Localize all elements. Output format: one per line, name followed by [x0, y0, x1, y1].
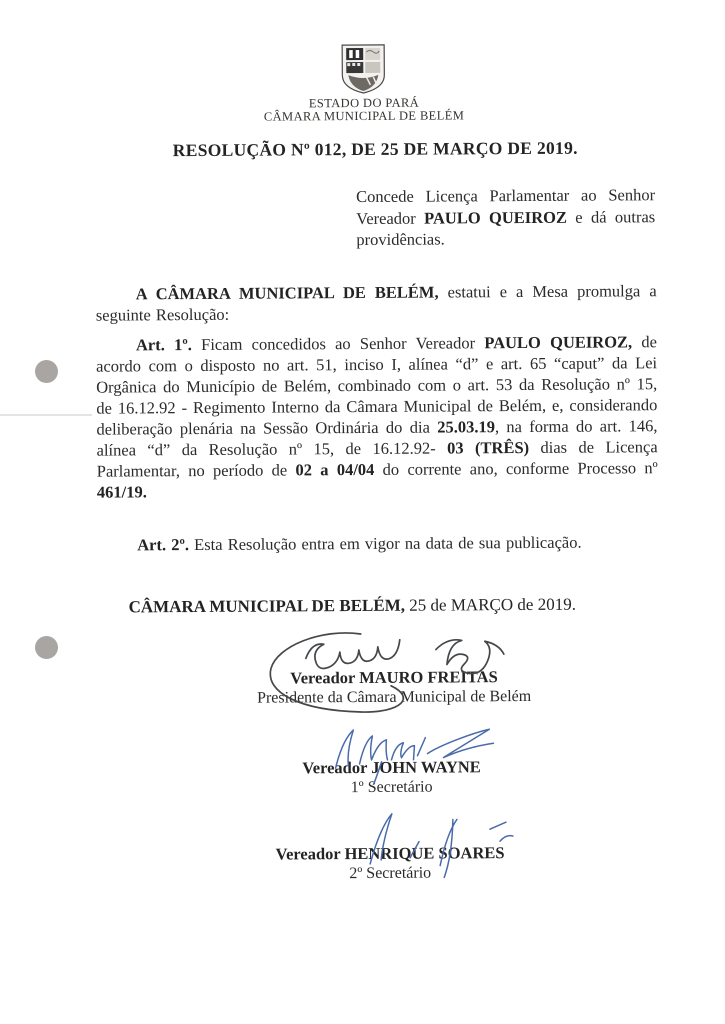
art1-name-bold: PAULO QUEIROZ, — [484, 332, 633, 353]
ementa-name-bold: PAULO QUEIROZ — [424, 207, 567, 228]
art1-text-5: do corrente ano, conforme Processo nº — [374, 458, 658, 479]
dateline-date: 25 de MARÇO de 2019. — [404, 594, 577, 615]
article-2-paragraph — [97, 531, 658, 555]
org-name-line1: ESTADO DO PARÁ — [308, 95, 420, 111]
art1-days-bold: 03 (TRÊS) — [447, 437, 530, 458]
signatory-role: Presidente da Câmara Municipal de Belém — [257, 687, 532, 707]
art1-text-3: , na forma do art. 146, alínea “d” da Resolução nº 15, de 16.12.92- — [96, 416, 658, 460]
art2-label: Art. 2º. — [137, 535, 190, 555]
art1-text-1: Ficam concedidos ao Senhor Vereador — [191, 333, 485, 355]
signatory-name: Vereador HENRIQUE SOARES — [275, 843, 505, 864]
signatory-name: Vereador MAURO FREITAS — [290, 667, 498, 688]
art1-process-bold: 461/19. — [96, 482, 147, 502]
signature-block-first-secretary — [187, 757, 597, 799]
art1-date-bold: 25.03.19 — [437, 417, 495, 437]
art1-text-2: de acordo com o disposto no art. 51, inciso I, alínea “d” e art. 65 “caput” da Lei Orgânica do Município de Belém, combinado com o art. 53 da Resolução nº 15, de 16.12.92 - Regimento Interno da Câmara Municipal de Belém, e, considerando deliberação plenária na Sessão Ordinária do dia — [96, 332, 658, 439]
preamble-org-bold: A CÂMARA MUNICIPAL DE BELÉM, — [135, 282, 439, 304]
article-1-paragraph — [96, 331, 658, 502]
art1-period-bold: 02 a 04/04 — [295, 459, 375, 480]
signatory-role: 2º Secretário — [349, 864, 432, 883]
ementa-text: Concede Licença Parlamentar ao Senhor Vereador — [356, 185, 656, 228]
signatory-name: Vereador JOHN WAYNE — [302, 757, 481, 778]
preamble-text: estatui e a Mesa promulga a seguinte Resolução: — [95, 281, 657, 325]
signature-block-second-secretary — [185, 843, 595, 885]
art2-text: Esta Resolução entra em vigor na data de sua publicação. — [188, 532, 582, 555]
preamble-paragraph — [96, 280, 657, 325]
art1-label: Art. 1º. — [135, 335, 192, 355]
signatory-role: 1º Secretário — [350, 778, 433, 797]
ementa-text-end: e dá outras providências. — [356, 206, 656, 250]
signature-block-president — [189, 667, 599, 709]
dateline-place-bold: CÂMARA MUNICIPAL DE BELÉM, — [128, 595, 406, 617]
ementa-paragraph — [356, 184, 655, 250]
dateline — [129, 595, 576, 618]
resolution-title: RESOLUÇÃO Nº 012, DE 25 DE MARÇO DE 2019. — [172, 137, 578, 161]
coat-of-arms-icon — [338, 42, 388, 96]
org-name-line2: CÂMARA MUNICIPAL DE BELÉM — [263, 108, 465, 124]
art1-text-4: dias de Licença Parlamentar, no período de — [96, 437, 658, 481]
